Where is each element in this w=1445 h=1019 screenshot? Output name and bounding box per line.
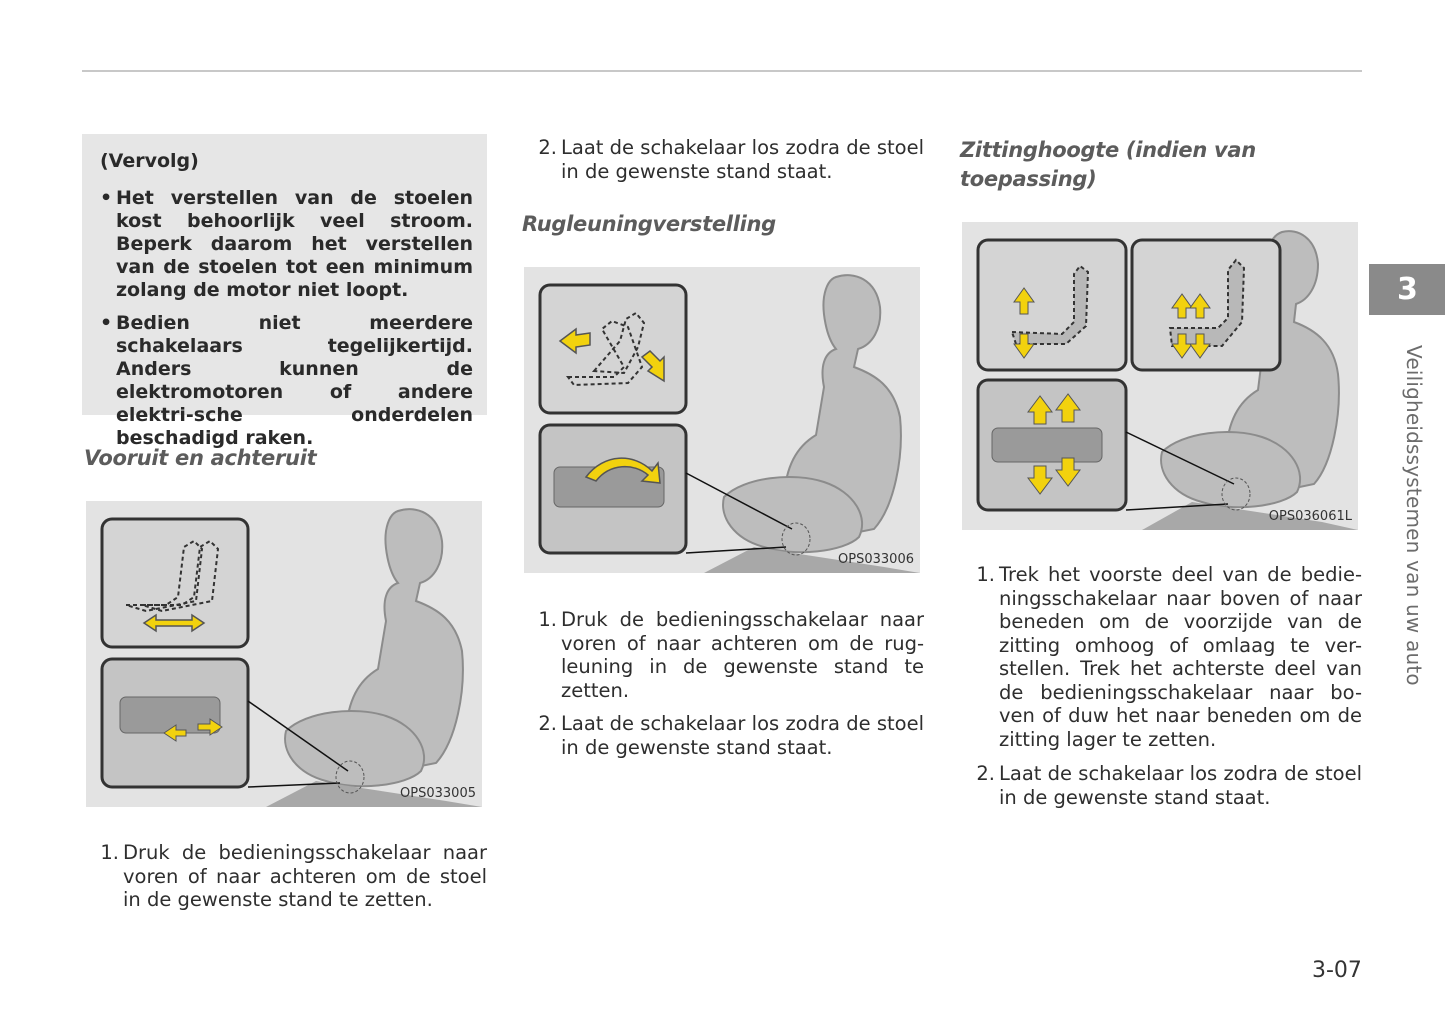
warning-item-text: Het verstellen van de stoelen kost behoorlijk veel stroom. Beperk daarom het verstellen van de stoelen tot een minimum zolang de motor niet loopt. xyxy=(116,187,473,301)
step-number: 1. xyxy=(976,563,995,586)
step-text: Laat de schakelaar los zodra de stoel in de gewenste stand staat. xyxy=(999,762,1362,809)
step-number: 2. xyxy=(538,136,557,159)
warning-item xyxy=(100,187,473,302)
step-number: 1. xyxy=(538,608,557,631)
list-item xyxy=(535,712,924,759)
seat-forward-illustration xyxy=(86,501,482,807)
step-number: 2. xyxy=(976,762,995,785)
step-number: 1. xyxy=(100,841,119,864)
seat-height-illustration xyxy=(962,222,1358,530)
chapter-side-title: Veiligheidssystemen van uw auto xyxy=(1402,345,1426,686)
list-item xyxy=(535,136,924,183)
section-heading-forward: Vooruit en achteruit xyxy=(84,446,317,470)
page-number: 3-07 xyxy=(1312,958,1362,983)
section-heading-recline: Rugleuningverstelling xyxy=(522,212,776,236)
bullet-icon: • xyxy=(100,187,113,209)
warning-item-text: Bedien niet meerdere schakelaars tegelijkertijd. Anders kunnen de elektromotoren of andere elektri-sche onderdelen beschadigd raken. xyxy=(116,312,473,449)
list-item xyxy=(973,762,1362,809)
list-item xyxy=(97,841,487,912)
figure-code: OPS036061L xyxy=(1268,509,1352,524)
list-item xyxy=(973,563,1362,751)
figure-height xyxy=(962,222,1358,530)
figure-code: OPS033006 xyxy=(838,552,914,567)
figure-recline xyxy=(524,267,920,573)
step-text: Laat de schakelaar los zodra de stoel in de gewenste stand staat. xyxy=(561,136,924,183)
warning-box xyxy=(82,134,487,449)
seat-recline-illustration xyxy=(524,267,920,573)
bullet-icon: • xyxy=(100,312,113,334)
chapter-tab: 3 xyxy=(1369,264,1445,315)
list-item xyxy=(535,608,924,702)
step-text: Druk de bedieningsschakelaar naar voren of naar achteren om de rug-leuning in de gewenste stand te zetten. xyxy=(561,608,924,702)
figure-code: OPS033005 xyxy=(400,786,476,801)
step-number: 2. xyxy=(538,712,557,735)
warning-title: (Vervolg) xyxy=(100,150,199,172)
section-heading-height: Zittinghoogte (indien van toepassing) xyxy=(960,138,1256,191)
figure-forward xyxy=(86,501,482,807)
top-rule xyxy=(82,70,1362,72)
step-text: Trek het voorste deel van de bedie-ningsschakelaar naar boven of naar beneden om de voorzijde van de zitting omhoog of omlaag te ver-stellen. Trek het achterste deel van de bedieningsschakelaar naar bo-ven of duw het naar beneden om de zitting lager te zetten. xyxy=(999,563,1362,751)
step-text: Laat de schakelaar los zodra de stoel in de gewenste stand staat. xyxy=(561,712,924,759)
step-text: Druk de bedieningsschakelaar naar voren of naar achteren om de stoel in de gewenste stand te zetten. xyxy=(123,841,487,911)
warning-item xyxy=(100,312,473,450)
